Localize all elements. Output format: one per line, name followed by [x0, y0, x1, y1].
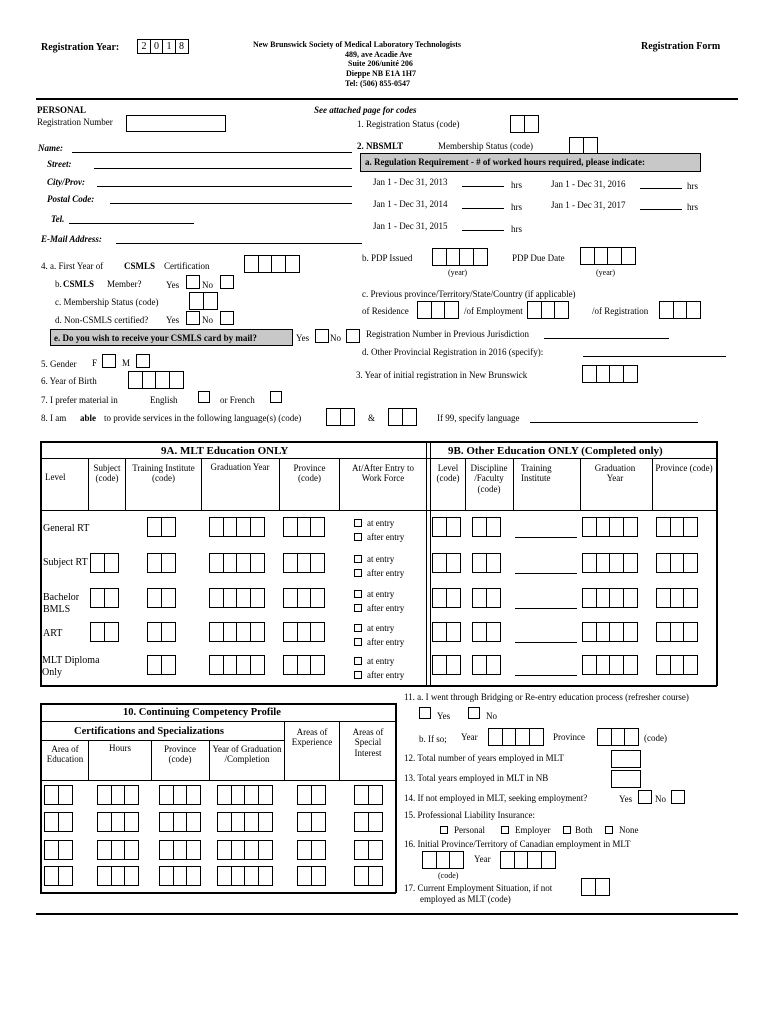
sec9a-row5-institute-boxes[interactable]: [147, 655, 174, 675]
sec10-row2-year-boxes[interactable]: [217, 812, 271, 832]
regulation-requirement-text: a. Regulation Requirement - # of worked hours required, please indicate:: [365, 157, 645, 167]
q3-initial-registration-label: 3. Year of initial registration in New Brunswick: [356, 370, 528, 380]
q14-yes-box[interactable]: [638, 790, 652, 804]
q7-label: 7. I prefer material in: [41, 395, 118, 405]
sec9b-row1-grad-year-boxes[interactable]: [582, 517, 636, 537]
q5-gender-label: 5. Gender: [41, 359, 77, 369]
sec10-col-interest: Areas of Special Interest: [352, 727, 384, 758]
sec9a-row4-grad-year-boxes[interactable]: [209, 622, 263, 642]
sec9a-row3-at-entry-box[interactable]: [354, 590, 362, 598]
sec9a-col-level: Level: [45, 472, 66, 482]
org-tel: Tel: (506) 855-0547: [345, 79, 411, 88]
previous-province-label: c. Previous province/Territory/State/Country (if applicable): [362, 289, 576, 299]
q4b-yes-label: Yes: [166, 280, 180, 290]
q14-no-box[interactable]: [671, 790, 685, 804]
q15-personal-label: Personal: [454, 825, 485, 835]
q14-no-label: No: [655, 794, 666, 804]
hours-2015-unit: hrs: [511, 224, 522, 234]
q3-initial-registration-boxes[interactable]: [582, 365, 636, 383]
footer-rule: [36, 913, 738, 915]
of-registration-label: /of Registration: [592, 306, 649, 316]
q4e-label: e. Do you wish to receive your CSMLS card by mail?: [54, 333, 257, 343]
sec10-row4-interest-boxes[interactable]: [354, 866, 381, 886]
q11b-year-boxes[interactable]: [488, 728, 542, 746]
q4b-yes-box[interactable]: [186, 275, 200, 289]
q16-year-label: Year: [474, 854, 491, 864]
tel-field[interactable]: [69, 223, 194, 224]
sec9a-title: 9A. MLT Education ONLY: [161, 445, 289, 457]
q4a-label: 4. a. First Year of: [41, 261, 104, 271]
sec9a-row5-at-entry-box[interactable]: [354, 657, 362, 665]
sec9b-row2-level-boxes[interactable]: [432, 553, 459, 573]
sec9b-row2-province-boxes[interactable]: [656, 553, 697, 573]
q8-language-2-boxes[interactable]: [388, 408, 415, 426]
q5-f-label: F: [92, 358, 98, 368]
q11-yes-box[interactable]: [419, 707, 431, 719]
q4c-label: c. Membership Status (code): [55, 297, 159, 307]
sec9a-row2-subject-boxes[interactable]: [90, 553, 117, 573]
sec10-row4-province-boxes[interactable]: [159, 866, 200, 886]
q15-personal-box[interactable]: [440, 826, 448, 834]
pdp-due-boxes[interactable]: [580, 247, 634, 265]
sec9a-row4-at-entry-box[interactable]: [354, 624, 362, 632]
sec9b-col-province: Province (code): [655, 463, 713, 473]
sec9a-row4-institute-boxes[interactable]: [147, 622, 174, 642]
sec10-col-year: Year of Graduation /Completion: [212, 744, 282, 765]
q15-both-box[interactable]: [563, 826, 571, 834]
q4e-no-box[interactable]: [346, 329, 360, 343]
sec9a-row-label: Subject RT: [43, 557, 88, 568]
q8-language-1-boxes[interactable]: [326, 408, 353, 426]
sec10-col-area-education: Area of Education: [46, 744, 84, 765]
sec9a-row1-institute-boxes[interactable]: [147, 517, 174, 537]
q4e-yes-label: Yes: [296, 333, 310, 343]
q7-english-label: English: [150, 395, 178, 405]
q17-code-boxes[interactable]: [581, 878, 608, 896]
sec9b-col-institute: Training Institute: [521, 463, 552, 484]
sec9b-row5-institute-field[interactable]: [515, 675, 577, 676]
sec10-row1-interest-boxes[interactable]: [354, 785, 381, 805]
hours-2014-field[interactable]: [462, 208, 504, 209]
q16-label: 16. Initial Province/Territory of Canadian employment in MLT: [404, 839, 631, 849]
sec9b-row3-institute-field[interactable]: [515, 608, 577, 609]
sec10-row4-area-boxes[interactable]: [44, 866, 71, 886]
q4b-prefix: b.: [55, 279, 62, 289]
q4d-no-box[interactable]: [220, 311, 234, 325]
previous-registration-number-field[interactable]: [544, 338, 669, 339]
sec9b-row3-province-boxes[interactable]: [656, 588, 697, 608]
q4e-no-label: No: [330, 333, 341, 343]
q4a-certification: Certification: [164, 261, 210, 271]
q4d-yes-box[interactable]: [186, 311, 200, 325]
sec9b-col-level: Level (code): [436, 463, 460, 484]
sec9a-at-entry-label: at entry: [367, 589, 395, 599]
hours-2016-unit: hrs: [687, 181, 698, 191]
sec10-row1-province-boxes[interactable]: [159, 785, 200, 805]
other-provincial-registration-label: d. Other Provincial Registration in 2016 (specify):: [362, 347, 544, 357]
sec9b-row4-level-boxes[interactable]: [432, 622, 459, 642]
q4b-csmls: CSMLS: [63, 279, 95, 289]
sec9a-after-entry-label: after entry: [367, 532, 405, 542]
sec9b-row5-grad-year-boxes[interactable]: [582, 655, 636, 675]
pdp-due-year-hint: (year): [596, 268, 616, 277]
sec10-col-province: Province (code): [164, 744, 196, 765]
pdp-issued-label: b. PDP Issued: [362, 253, 413, 263]
hours-2015-field[interactable]: [462, 230, 504, 231]
sec9a-row3-province-boxes[interactable]: [283, 588, 324, 608]
org-name: New Brunswick Society of Medical Laboratory Technologists: [253, 40, 461, 49]
sec9a-row-label: Bachelor BMLS: [43, 592, 80, 615]
q11-label: 11. a. I went through Bridging or Re-entry education process (refresher course): [404, 692, 689, 702]
q11b-province-boxes[interactable]: [597, 728, 638, 746]
form-title: Registration Form: [641, 41, 721, 52]
other-provincial-registration-field[interactable]: [583, 356, 726, 357]
sec9b-row2-discipline-boxes[interactable]: [472, 553, 499, 573]
sec10-row3-province-boxes[interactable]: [159, 840, 200, 860]
sec9b-row1-discipline-boxes[interactable]: [472, 517, 499, 537]
sec10-row3-hours-boxes[interactable]: [97, 840, 138, 860]
hours-2013-label: Jan 1 - Dec 31, 2013: [373, 177, 448, 187]
sec10-col-hours: Hours: [109, 743, 131, 753]
pdp-issued-year-hint: (year): [448, 268, 468, 277]
q15-employer-box[interactable]: [501, 826, 509, 834]
sec9b-col-discipline: Discipline /Faculty (code): [470, 463, 508, 494]
hours-2016-field[interactable]: [640, 188, 682, 189]
year-digit-4[interactable]: 8: [175, 39, 189, 54]
sec9b-row1-institute-field[interactable]: [515, 537, 577, 538]
sec9a-row3-institute-boxes[interactable]: [147, 588, 174, 608]
name-field[interactable]: [72, 152, 352, 153]
sec9b-row4-province-boxes[interactable]: [656, 622, 697, 642]
sec9a-row2-after-entry-box[interactable]: [354, 569, 362, 577]
q17-label-1: 17. Current Employment Situation, if not: [404, 883, 553, 893]
q2-nbsmlt-label: 2. NBSMLT: [357, 141, 404, 151]
sec9a-at-entry-label: at entry: [367, 623, 395, 633]
q11b-label: b. If so;: [419, 734, 447, 744]
hours-2014-label: Jan 1 - Dec 31, 2014: [373, 199, 448, 209]
sec9b-row2-institute-field[interactable]: [515, 573, 577, 574]
q15-none-box[interactable]: [605, 826, 613, 834]
sec9a-row5-province-boxes[interactable]: [283, 655, 324, 675]
sec10-row3-experience-boxes[interactable]: [297, 840, 324, 860]
q14-label: 14. If not employed in MLT, seeking employment?: [404, 793, 588, 803]
q11-no-label: No: [486, 711, 497, 721]
q8-specify-field[interactable]: [530, 422, 698, 423]
hours-2016-label: Jan 1 - Dec 31, 2016: [551, 179, 626, 189]
q13-field[interactable]: [611, 770, 641, 788]
sec9a-row1-after-entry-box[interactable]: [354, 533, 362, 541]
sec9b-row3-grad-year-boxes[interactable]: [582, 588, 636, 608]
email-field[interactable]: [116, 243, 362, 244]
postal-code-label: Postal Code:: [47, 194, 95, 204]
personal-heading: PERSONAL: [37, 105, 87, 115]
q11-no-box[interactable]: [468, 707, 480, 719]
sec9a-col-institute: Training Institute (code): [132, 463, 195, 484]
sec10-row3-interest-boxes[interactable]: [354, 840, 381, 860]
year-digit-1[interactable]: 2: [137, 39, 151, 54]
q15-both-label: Both: [575, 825, 593, 835]
sec9a-row4-province-boxes[interactable]: [283, 622, 324, 642]
q11b-code-hint: (code): [644, 733, 667, 743]
sec9a-row2-at-entry-box[interactable]: [354, 555, 362, 563]
q4c-membership-boxes[interactable]: [189, 292, 216, 310]
sec9a-col-entry: At/After Entry to Work Force: [352, 463, 414, 484]
sec9a-col-subject: Subject (code): [93, 463, 121, 484]
year-digit-3[interactable]: 1: [162, 39, 176, 54]
q6-year-of-birth-label: 6. Year of Birth: [41, 376, 97, 386]
sec10-row4-year-boxes[interactable]: [217, 866, 271, 886]
hours-2014-unit: hrs: [511, 202, 522, 212]
q11-yes-label: Yes: [437, 711, 451, 721]
pdp-due-label: PDP Due Date: [512, 253, 565, 263]
q16-code-hint: (code): [438, 871, 459, 880]
of-residence-label: of Residence: [362, 306, 409, 316]
q5-m-label: M: [122, 358, 131, 368]
postal-code-field[interactable]: [110, 203, 352, 204]
q2-membership-status-label: Membership Status (code): [438, 141, 533, 151]
q4d-no-label: No: [202, 315, 213, 325]
year-digit-2[interactable]: 0: [150, 39, 164, 54]
q14-yes-label: Yes: [619, 794, 633, 804]
sec9a-col-province: Province (code): [293, 463, 326, 484]
q11b-province-label: Province: [553, 732, 585, 742]
q4d-yes-label: Yes: [166, 315, 180, 325]
sec10-row2-experience-boxes[interactable]: [297, 812, 324, 832]
q12-field[interactable]: [611, 750, 641, 768]
q4e-yes-box[interactable]: [315, 329, 329, 343]
sec9b-row4-discipline-boxes[interactable]: [472, 622, 499, 642]
sec9a-row5-after-entry-box[interactable]: [354, 671, 362, 679]
hours-2013-field[interactable]: [462, 186, 504, 187]
sec10-row1-area-boxes[interactable]: [44, 785, 71, 805]
header-rule: [36, 98, 738, 100]
q15-none-label: None: [619, 825, 639, 835]
sec9a-row3-grad-year-boxes[interactable]: [209, 588, 263, 608]
q5-m-box[interactable]: [136, 354, 150, 368]
street-label: Street:: [47, 159, 72, 169]
q4a-csmls: CSMLS: [124, 261, 156, 271]
sec9a-row1-province-boxes[interactable]: [283, 517, 324, 537]
sec9a-row3-after-entry-box[interactable]: [354, 604, 362, 612]
hours-2017-label: Jan 1 - Dec 31, 2017: [551, 200, 626, 210]
of-employment-label: /of Employment: [464, 306, 523, 316]
q6-year-of-birth-boxes[interactable]: [128, 371, 182, 389]
hours-2017-unit: hrs: [687, 202, 698, 212]
tel-label: Tel.: [51, 214, 65, 224]
sec10-row1-year-boxes[interactable]: [217, 785, 271, 805]
q7-english-box[interactable]: [198, 391, 210, 403]
sec9a-after-entry-label: after entry: [367, 670, 405, 680]
q8-amp: &: [368, 413, 376, 423]
sec9a-row2-institute-boxes[interactable]: [147, 553, 174, 573]
sec10-row2-province-boxes[interactable]: [159, 812, 200, 832]
sec9b-row2-grad-year-boxes[interactable]: [582, 553, 636, 573]
sec10-row2-hours-boxes[interactable]: [97, 812, 138, 832]
prov-registration-boxes[interactable]: [659, 301, 700, 319]
sec9b-title: 9B. Other Education ONLY (Completed only): [448, 445, 663, 457]
sec10-subtitle: Certifications and Specializations: [74, 726, 224, 737]
q7-french-label: or French: [220, 395, 255, 405]
sec10-row2-area-boxes[interactable]: [44, 812, 71, 832]
sec9b-row4-grad-year-boxes[interactable]: [582, 622, 636, 642]
q4b-no-label: No: [202, 280, 213, 290]
sec9a-at-entry-label: at entry: [367, 656, 395, 666]
q5-f-box[interactable]: [102, 354, 116, 368]
q1-registration-status-boxes[interactable]: [510, 115, 537, 133]
registration-number-field[interactable]: [126, 115, 226, 132]
hours-2017-field[interactable]: [640, 209, 682, 210]
q11b-year-label: Year: [461, 732, 478, 742]
sec9b-row3-level-boxes[interactable]: [432, 588, 459, 608]
q8-able: able: [80, 413, 97, 423]
prov-employment-boxes[interactable]: [527, 301, 568, 319]
sec9a-row2-province-boxes[interactable]: [283, 553, 324, 573]
q16-province-boxes[interactable]: [422, 851, 463, 869]
sec9a-row-label: ART: [43, 628, 63, 639]
sec9b-col-grad-year: Graduation Year: [594, 463, 636, 484]
city-label: City/Prov:: [47, 177, 85, 187]
sec9a-after-entry-label: after entry: [367, 603, 405, 613]
q4b-member-label: Member?: [107, 279, 142, 289]
city-field[interactable]: [97, 186, 352, 187]
sec10-row2-interest-boxes[interactable]: [354, 812, 381, 832]
sec9a-col-grad-year: Graduation Year: [210, 462, 270, 472]
q8-label-post: to provide services in the following language(s) (code): [104, 413, 302, 423]
org-address-2: Suite 206/unité 206: [348, 59, 413, 68]
q4b-no-box[interactable]: [220, 275, 234, 289]
codes-note: See attached page for codes: [314, 105, 417, 115]
email-label: E-Mail Address:: [41, 234, 102, 244]
q1-registration-status-label: 1. Registration Status (code): [357, 119, 460, 129]
sec9a-at-entry-label: at entry: [367, 554, 395, 564]
q4a-first-year-boxes[interactable]: [244, 255, 298, 273]
sec9b-row4-institute-field[interactable]: [515, 642, 577, 643]
sec9b-row1-province-boxes[interactable]: [656, 517, 697, 537]
sec9a-at-entry-label: at entry: [367, 518, 395, 528]
sec10-title: 10. Continuing Competency Profile: [123, 707, 281, 718]
sec9a-row-label: MLT Diploma Only: [42, 655, 100, 678]
sec9b-row5-province-boxes[interactable]: [656, 655, 697, 675]
sec9a-row5-grad-year-boxes[interactable]: [209, 655, 263, 675]
sec9a-row1-grad-year-boxes[interactable]: [209, 517, 263, 537]
sec9a-after-entry-label: after entry: [367, 568, 405, 578]
hours-2013-unit: hrs: [511, 180, 522, 190]
name-label: Name:: [38, 143, 63, 153]
sec10-row3-area-boxes[interactable]: [44, 840, 71, 860]
sec9a-row1-at-entry-box[interactable]: [354, 519, 362, 527]
registration-year-boxes[interactable]: [137, 39, 187, 54]
sec10-row1-hours-boxes[interactable]: [97, 785, 138, 805]
registration-number-label: Registration Number: [37, 117, 113, 127]
org-address-1: 489, ave Acadie Ave: [345, 50, 412, 59]
pdp-issued-boxes[interactable]: [432, 248, 486, 266]
q13-label: 13. Total years employed in MLT in NB: [404, 773, 549, 783]
sec10-row4-hours-boxes[interactable]: [97, 866, 138, 886]
registration-year-label: Registration Year:: [41, 42, 120, 53]
sec9b-row3-discipline-boxes[interactable]: [472, 588, 499, 608]
sec9a-row2-grad-year-boxes[interactable]: [209, 553, 263, 573]
q15-employer-label: Employer: [515, 825, 551, 835]
sec10-row1-experience-boxes[interactable]: [297, 785, 324, 805]
org-address-3: Dieppe NB E1A 1H7: [346, 69, 417, 78]
sec10-row3-year-boxes[interactable]: [217, 840, 271, 860]
q8-specify-label: If 99, specify language: [437, 413, 520, 423]
street-field[interactable]: [94, 168, 352, 169]
sec10-col-experience: Areas of Experience: [291, 727, 333, 748]
q7-french-box[interactable]: [270, 391, 282, 403]
q4d-label: d. Non-CSMLS certified?: [55, 315, 149, 325]
sec9b-row5-level-boxes[interactable]: [432, 655, 459, 675]
q17-label-2: employed as MLT (code): [420, 894, 511, 904]
sec9b-row1-level-boxes[interactable]: [432, 517, 459, 537]
q12-label: 12. Total number of years employed in MLT: [404, 753, 564, 763]
prov-residence-boxes[interactable]: [417, 301, 458, 319]
q8-label-pre: 8. I am: [41, 413, 67, 423]
sec9a-row-label: General RT: [43, 523, 90, 534]
sec9a-row4-after-entry-box[interactable]: [354, 638, 362, 646]
previous-registration-number-label: Registration Number in Previous Jurisdiction: [366, 329, 529, 339]
q15-label: 15. Professional Liability Insurance:: [404, 810, 535, 820]
sec10-row4-experience-boxes[interactable]: [297, 866, 324, 886]
sec9a-row3-subject-boxes[interactable]: [90, 588, 117, 608]
sec9a-after-entry-label: after entry: [367, 637, 405, 647]
sec9a-row4-subject-boxes[interactable]: [90, 622, 117, 642]
hours-2015-label: Jan 1 - Dec 31, 2015: [373, 221, 448, 231]
q16-year-boxes[interactable]: [500, 851, 554, 869]
sec9b-row5-discipline-boxes[interactable]: [472, 655, 499, 675]
